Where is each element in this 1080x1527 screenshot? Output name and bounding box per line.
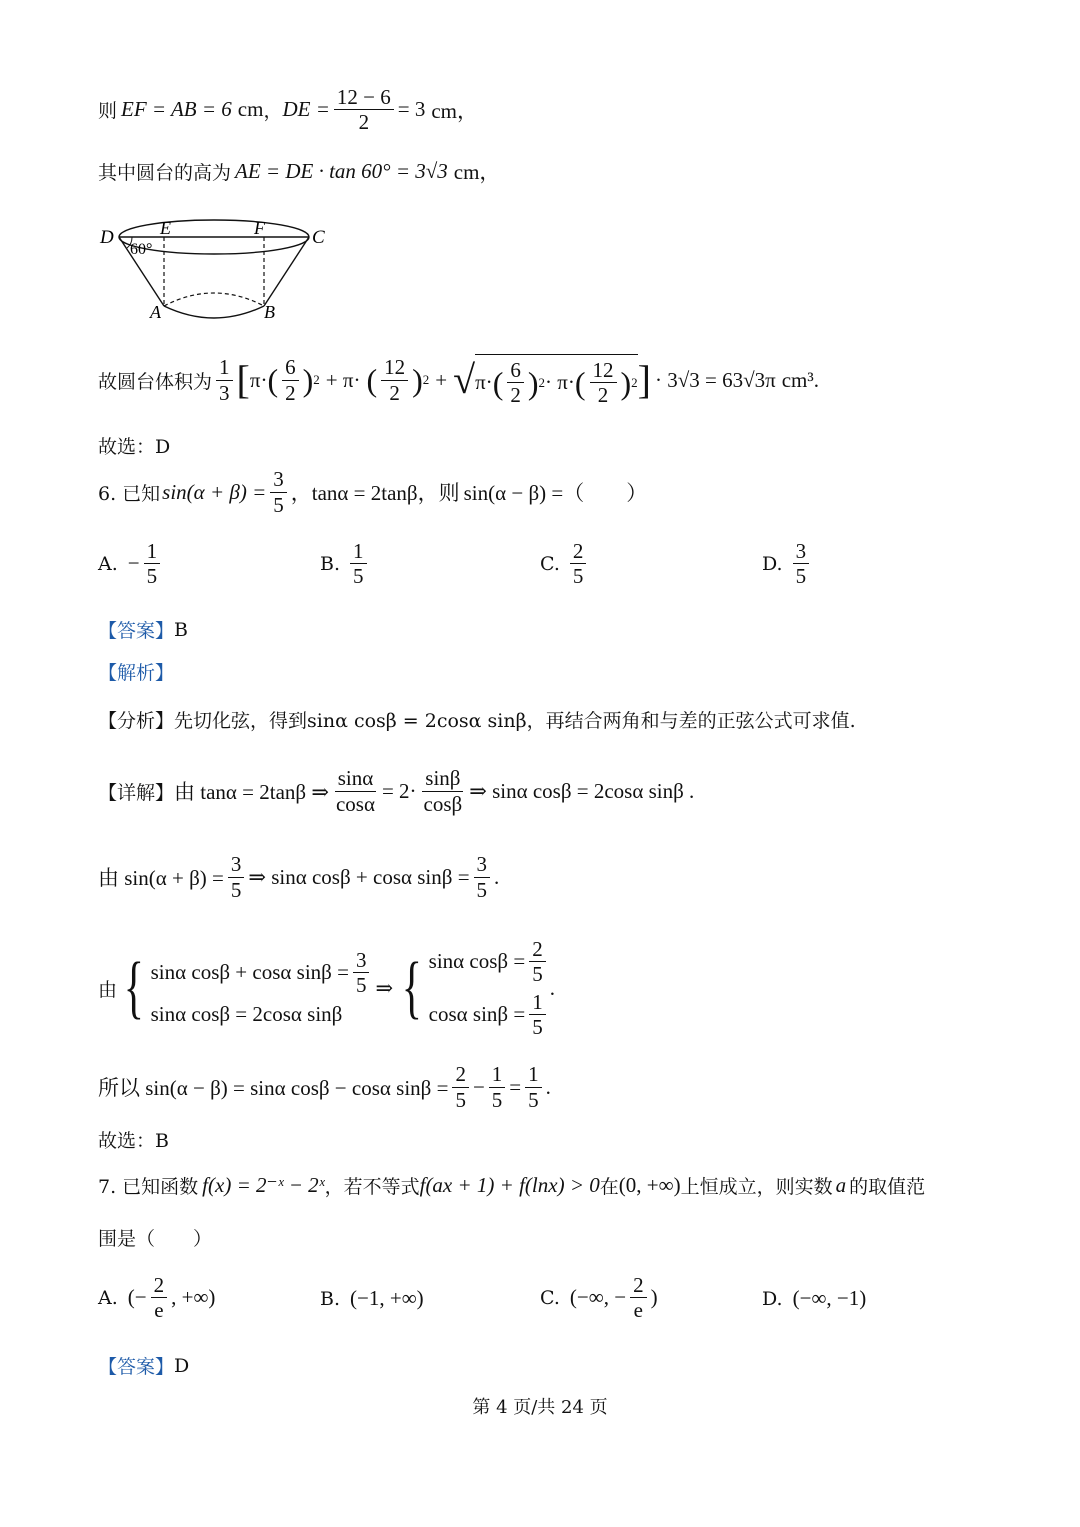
q6-sys-r1-num: 3: [353, 949, 370, 973]
prev-de-unit: cm，: [431, 98, 478, 123]
q6-sys-end: .: [549, 975, 555, 1000]
volume-lbracket: [: [236, 357, 250, 402]
q6-step2-den2: 5: [476, 877, 488, 902]
q6-final-eq: =: [509, 1074, 522, 1099]
q6-sys-arrow: ⇒: [375, 975, 394, 1000]
q7-stem-b: ，若不等式: [324, 1176, 420, 1198]
q6-detail-frac1: [333, 767, 378, 814]
q6-stem-frac: [270, 468, 287, 515]
q6-option-d-frac: [793, 540, 810, 587]
q6-option-b-label: B.: [320, 552, 341, 575]
q6-final-f3d: 5: [528, 1087, 539, 1112]
q7-option-c-den: e: [633, 1298, 643, 1323]
q7-answer: [98, 1352, 189, 1379]
q6-stem-b: ，tanα = 2tanβ，则: [290, 481, 460, 505]
q6-step2: [98, 850, 499, 904]
label-e: E: [160, 218, 171, 238]
volume-frac-b: $\frac{12}{2}$: [381, 356, 408, 403]
volume-unit: cm³: [781, 367, 814, 392]
q6-sys-r1: sinα cosβ + cosα sinβ =: [150, 960, 349, 984]
q7-stem-c: 在: [599, 1176, 619, 1198]
q7-option-a-frac: [151, 1274, 168, 1321]
q7-var: a: [835, 1173, 847, 1197]
q7-option-a-pre: (−: [127, 1285, 147, 1310]
q6-sys-brace-right: {: [401, 949, 422, 1026]
q7-option-a-num: 2: [151, 1274, 168, 1298]
q7-answer-tag: 【答案】: [98, 1356, 175, 1378]
q7-inequality: f(ax + 1) + f(lnx) > 0: [419, 1173, 600, 1197]
q7-option-a-den: e: [154, 1298, 164, 1323]
q6-detail-f1-den: cosα: [335, 791, 375, 816]
q7-stem-line2: 围是（ ）: [98, 1228, 213, 1250]
q6-option-d-num: 3: [793, 540, 810, 564]
q6-sys-s2-frac: [529, 991, 546, 1038]
prev-de-fraction: [334, 86, 394, 133]
q6-sys-s1-den: 5: [532, 961, 543, 986]
q6-detail-f1-num: sinα: [335, 767, 377, 791]
q6-option-d-den: 5: [795, 564, 807, 589]
q6-option-b-num: 1: [350, 540, 367, 564]
q6-option-c-num: 2: [570, 540, 587, 564]
volume-line: 故圆台体积为 $\frac{1}{3}$ [ π· ( $\frac{6}{2}$ ) 2 + π· ( $\frac{12}{2}$ ) 2 + √ π· ( $\frac{6}{2}$ ) 2 · π· ( $\frac{12}{2}$ ) 2 ] · 3√3 = 63√3π cm³ .: [98, 355, 819, 407]
q6-final-end: .: [545, 1074, 551, 1099]
q7-option-a[interactable]: [98, 1274, 215, 1321]
q7-option-c-post: ): [650, 1285, 658, 1310]
q6-detail-f2-den: cosβ: [423, 791, 463, 816]
q7-stem-a: 7. 已知函数: [98, 1176, 199, 1198]
q6-fenxi-tag: 【分析】: [98, 710, 175, 732]
q6-answer-value: B: [174, 618, 188, 641]
q6-sys-s2-den: 5: [532, 1015, 543, 1040]
volume-end: .: [813, 367, 819, 392]
prev-de-den: 2: [358, 110, 370, 135]
q6-final: [98, 1060, 551, 1114]
q6-sys-s2: cosα sinβ =: [428, 1002, 526, 1027]
q6-step2-end: .: [494, 864, 500, 889]
q7-option-d-label: D.: [762, 1287, 783, 1310]
q6-final-a: 所以 sin(α − β) = sinα cosβ − cosα sinβ =: [98, 1076, 449, 1100]
q6-option-b-den: 5: [353, 564, 364, 589]
q6-option-c-frac: [570, 540, 587, 587]
q7-option-a-post: , +∞): [171, 1285, 216, 1310]
q6-step2-a: 由 sin(α + β) =: [98, 866, 224, 890]
q7-option-c-frac: [630, 1274, 647, 1321]
q6-detail-b: ⇒ sinα cosβ = 2cosα sinβ .: [469, 778, 695, 803]
q6-prefix: 6. 已知: [98, 482, 161, 505]
q6-option-a-sign: −: [127, 551, 140, 576]
q7-option-b-label: B.: [320, 1287, 341, 1310]
label-d: D: [100, 227, 114, 248]
q6-option-a-num: 1: [144, 540, 161, 564]
q7-stem-e: 的取值范: [849, 1176, 926, 1198]
q6-option-d-label: D.: [762, 552, 783, 575]
q6-option-a-den: 5: [146, 564, 158, 589]
q6-option-b[interactable]: [320, 540, 371, 587]
prev-line-1: [98, 86, 478, 133]
q6-option-a-label: A.: [98, 552, 118, 575]
q6-final-frac3: [525, 1063, 542, 1110]
q7-function: f(x) = 2⁻ˣ − 2ˣ: [202, 1173, 325, 1197]
q7-option-d[interactable]: [762, 1286, 866, 1311]
q6-final-f2d: 5: [491, 1087, 503, 1112]
prev-de-num: 12 − 6: [334, 86, 394, 110]
q7-option-c-label: C.: [540, 1286, 560, 1309]
q7-option-b-value: (−1, +∞): [350, 1286, 424, 1310]
label-b: B: [264, 302, 275, 322]
q6-detail-tag: 【详解】: [98, 781, 175, 804]
q6-detail-mid: = 2·: [381, 778, 417, 803]
q6-sys-s1: sinα cosβ =: [428, 948, 526, 973]
label-c: C: [312, 227, 325, 248]
prev-sep: ，: [263, 100, 283, 123]
q6-sys-r1-den: 5: [355, 973, 367, 997]
q6-stem: [98, 466, 647, 518]
prev-height-expr: AE = DE · tan 60° = 3√3: [235, 158, 448, 183]
q6-final-frac2: [489, 1063, 506, 1110]
q6-final-f2n: 1: [489, 1063, 506, 1087]
volume-frac-a: $\frac{6}{2}$: [282, 356, 299, 403]
prev-height-prefix: 其中圆台的高为: [98, 161, 232, 184]
q6-choose: 故选：B: [98, 1130, 169, 1152]
q7-option-c-num: 2: [630, 1274, 647, 1298]
q6-sys-s1-frac: [529, 938, 546, 985]
q6-final-f1d: 5: [455, 1087, 466, 1112]
frustum-figure: [96, 214, 336, 324]
prev-unit-cm: cm: [237, 97, 264, 122]
q6-fenxi-text: 先切化弦，得到sinα cosβ = 2cosα sinβ，再结合两角和与差的正弦公式可求值.: [174, 710, 856, 732]
volume-tail: · 3√3 = 63√3π: [654, 367, 776, 392]
q6-analysis-tag: [98, 658, 174, 685]
q6-sys-prefix: 由: [98, 978, 118, 1001]
page-footer: 第 4 页/共 24 页: [472, 1397, 608, 1418]
q6-detail: [98, 764, 694, 818]
q6-option-a-frac: [144, 540, 161, 587]
q6-sys-s1-num: 2: [529, 938, 546, 962]
volume-rbracket: ]: [637, 357, 651, 402]
prev-ef-expr: EF = AB = 6: [121, 97, 232, 122]
q6-option-b-frac: [350, 540, 367, 587]
q6-answer: [98, 616, 188, 643]
q7-option-c-pre: (−∞, −: [569, 1285, 627, 1310]
q6-option-c[interactable]: [540, 540, 590, 587]
prev-line-2: [98, 156, 500, 186]
q7-option-a-label: A.: [98, 1286, 118, 1309]
prev-height-unit: cm，: [453, 160, 501, 184]
q6-stem-a: sin(α + β) =: [162, 479, 267, 504]
q6-sys-r2: sinα cosβ = 2cosα sinβ: [150, 1002, 343, 1027]
q7-stem-d: 上恒成立，则实数: [680, 1176, 833, 1198]
q6-step2-frac: [228, 853, 245, 900]
q6-answer-tag: 【答案】: [98, 620, 175, 642]
label-angle: 60°: [130, 241, 153, 258]
label-a: A: [150, 302, 161, 322]
q6-sys-brace-left: {: [123, 949, 144, 1026]
q6-option-a[interactable]: [98, 540, 164, 587]
q6-stem-num: 3: [270, 468, 287, 492]
q6-final-f1n: 2: [452, 1063, 469, 1087]
q6-step2-b: ⇒ sinα cosβ + cosα sinβ =: [248, 864, 470, 889]
q6-detail-a: 由 tanα = 2tanβ ⇒: [174, 780, 329, 804]
prev-prefix: 则: [98, 100, 118, 123]
q6-final-frac1: [452, 1063, 469, 1110]
q6-step2-num2: 3: [474, 853, 491, 877]
q7-option-b[interactable]: [320, 1286, 424, 1311]
prev-de-result: = 3: [397, 97, 426, 122]
q6-sys-r1-frac: [353, 949, 370, 996]
q7-interval: (0, +∞): [618, 1173, 681, 1197]
q6-step2-num: 3: [228, 853, 245, 877]
q6-detail-frac2: [421, 767, 466, 814]
volume-sqrt: √: [453, 357, 476, 402]
q6-option-d[interactable]: [762, 540, 813, 587]
q6-final-minus: −: [472, 1074, 485, 1099]
q6-sys-s2-num: 1: [529, 991, 546, 1015]
prev-de-label: DE =: [282, 97, 330, 122]
q7-answer-value: D: [174, 1354, 190, 1377]
q7-option-c[interactable]: [540, 1274, 658, 1321]
q6-fenxi: [98, 706, 856, 733]
q6-step2-frac2: [474, 853, 491, 900]
volume-prefix: 故圆台体积为: [98, 370, 213, 393]
volume-third: $\frac{1}{3}$: [216, 356, 233, 403]
q7-option-d-value: (−∞, −1): [792, 1286, 867, 1310]
label-f: F: [254, 218, 265, 238]
q6-system: [98, 930, 555, 1046]
q6-detail-f2-num: sinβ: [422, 767, 463, 791]
q6-step2-den: 5: [230, 877, 242, 902]
q6-option-c-label: C.: [540, 552, 560, 575]
q7-stem-line1: [98, 1172, 925, 1199]
q6-final-f3n: 1: [525, 1063, 542, 1087]
q6-stem-c: sin(α − β) =（ ）: [463, 481, 648, 505]
q6-stem-den: 5: [273, 492, 284, 517]
q6-option-c-den: 5: [572, 564, 584, 589]
prev-answer: 故选：D: [98, 436, 171, 458]
q6-analysis-label: 【解析】: [98, 662, 175, 684]
